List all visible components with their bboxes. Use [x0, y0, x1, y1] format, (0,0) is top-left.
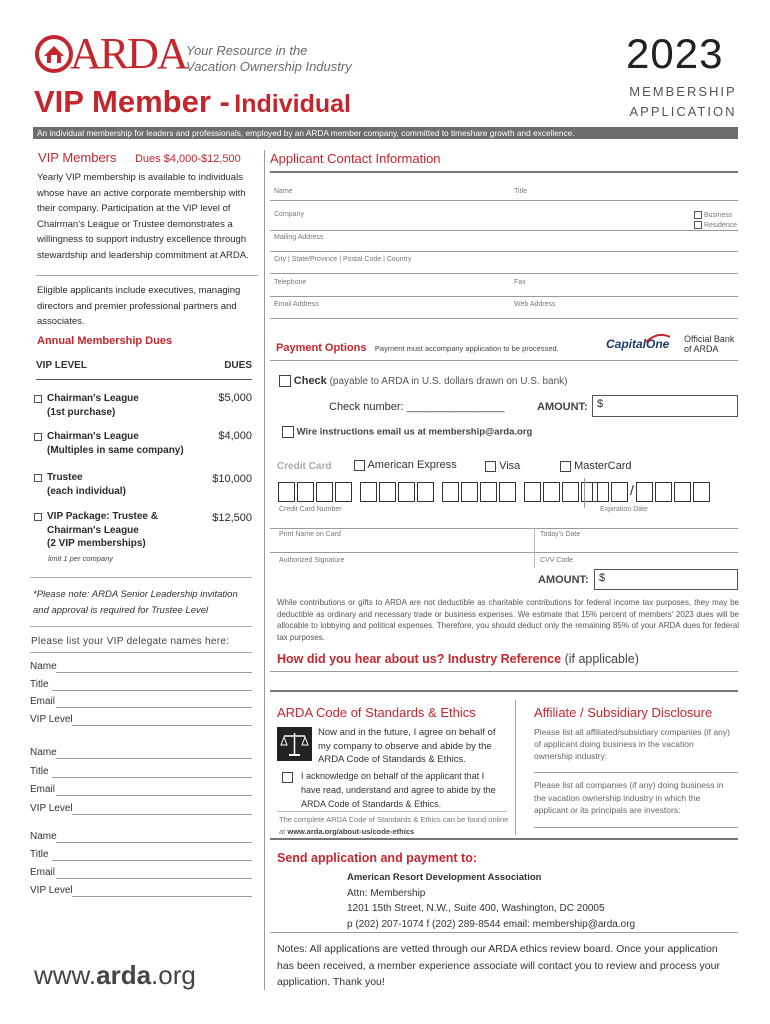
- level-detail-2: (2 VIP memberships): [47, 538, 146, 549]
- dues-row-label: [47, 471, 126, 498]
- contact-title: Applicant Contact Information: [270, 151, 441, 166]
- scales-icon: [277, 727, 312, 761]
- business-label: Business: [703, 211, 733, 219]
- trustee-checkbox[interactable]: [34, 474, 42, 482]
- closing-notes: Notes: All applications are vetted through our ARDA ethics review board. Once your application has been received, a member experience associate will contact you to review and process your application. Thank you!: [277, 943, 720, 988]
- page-title-sub: Individual: [234, 90, 351, 118]
- delegate-level-field[interactable]: [30, 803, 252, 822]
- level-detail: (each individual): [47, 485, 126, 497]
- chairmans-league-checkbox[interactable]: [34, 395, 42, 403]
- residence-option[interactable]: [694, 221, 737, 229]
- vip-members-title: VIP Members: [38, 150, 117, 165]
- row-rule: [270, 251, 738, 252]
- visa-checkbox[interactable]: [485, 461, 496, 472]
- check-label: Check: [293, 375, 327, 387]
- mailing-field[interactable]: Mailing Address: [274, 234, 324, 241]
- signature-field[interactable]: Authorized Signature: [279, 557, 345, 564]
- row-rule: [270, 273, 738, 274]
- official-bank-line-2: of ARDA: [684, 344, 719, 354]
- capital-one-wordmark: CapitalOne: [606, 337, 670, 351]
- card-number-boxes[interactable]: [278, 482, 600, 507]
- delegate-level-field[interactable]: [30, 714, 252, 732]
- business-checkbox[interactable]: [694, 211, 702, 219]
- level-name: VIP Package: Trustee &: [47, 511, 158, 522]
- field-label: Title: [30, 765, 49, 777]
- web-field[interactable]: Web Address: [514, 301, 556, 308]
- section-rule: [270, 932, 738, 933]
- divider: [30, 652, 252, 653]
- ethics-found: [279, 814, 509, 837]
- delegate-title-field[interactable]: [30, 766, 252, 785]
- delegate-name-field[interactable]: [30, 661, 252, 679]
- row-rule: [270, 528, 738, 529]
- dollar-sign: $: [599, 572, 606, 584]
- city-field[interactable]: City | State/Province | Postal Code | Country: [274, 256, 412, 263]
- field-divider: [534, 528, 535, 568]
- vip-members-heading: [38, 149, 241, 167]
- mastercard-checkbox[interactable]: [560, 461, 571, 472]
- row-rule: [270, 360, 738, 361]
- check-amount-input[interactable]: [592, 395, 738, 417]
- payment-heading: [276, 338, 559, 356]
- level-price: $12,500: [212, 512, 252, 524]
- send-address: [347, 870, 635, 932]
- application-label: [628, 82, 738, 122]
- vip-package-checkbox[interactable]: [34, 513, 42, 521]
- col-dues: DUES: [224, 360, 252, 371]
- telephone-field[interactable]: Telephone: [274, 279, 307, 286]
- payment-note: Payment must accompany application to be processed.: [374, 344, 559, 353]
- ethics-divider: [515, 700, 516, 835]
- amex-option[interactable]: [354, 459, 457, 471]
- wire-option[interactable]: [282, 426, 532, 438]
- official-bank: [684, 334, 734, 354]
- level-price: $10,000: [212, 473, 252, 485]
- delegate-email-field[interactable]: [30, 696, 252, 714]
- expiration-label: Expiration Date: [600, 506, 648, 513]
- hear-suffix: (if applicable): [564, 652, 639, 666]
- ethics-agreement-1: Now and in the future, I agree on behalf of my company to observe and abide by the ARDA Code of Standards & Ethics.: [318, 727, 496, 765]
- mastercard-label: MasterCard: [574, 460, 632, 472]
- hear-title: How did you hear about us? Industry Reference: [277, 652, 562, 666]
- name-field[interactable]: Name: [274, 188, 293, 195]
- dues-row-label: [47, 392, 139, 419]
- ethics-found-text: The complete ARDA Code of Standards & Ethics can be found online at: [279, 815, 509, 836]
- website: [34, 960, 196, 991]
- affiliate-input-1[interactable]: [534, 772, 738, 773]
- delegate-name-field[interactable]: [30, 831, 252, 849]
- divider: [36, 275, 258, 276]
- page-title-main: VIP Member -: [34, 84, 230, 119]
- amex-checkbox[interactable]: [354, 460, 365, 471]
- affiliate-title: Affiliate / Subsidiary Disclosure: [534, 705, 713, 720]
- capital-one-logo: [606, 337, 669, 351]
- delegate-group-2: [30, 747, 252, 821]
- ethics-agreement-2: I acknowledge on behalf of the applicant that I have read, understand and agree to abide by the ARDA Code of Standards & Ethics.: [301, 771, 496, 809]
- send-street: 1201 15th Street, N.W., Suite 400, Washington, DC 20005: [347, 903, 605, 914]
- fax-field[interactable]: Fax: [514, 279, 526, 286]
- ethics-title: ARDA Code of Standards & Ethics: [277, 705, 476, 720]
- send-attn: Attn: Membership: [347, 887, 426, 899]
- email-field[interactable]: Email Address: [274, 301, 319, 308]
- delegate-prompt: Please list your VIP delegate names here:: [31, 636, 230, 647]
- card-divider: [584, 478, 585, 508]
- section-rule: [270, 690, 738, 692]
- delegate-level-field[interactable]: [30, 885, 252, 903]
- level-price: $5,000: [218, 392, 252, 404]
- arda-house-icon: [34, 34, 74, 74]
- website-bold: arda: [96, 960, 152, 990]
- level-detail: (1st purchase): [47, 406, 116, 418]
- row-rule: [270, 552, 738, 553]
- eligible-text: Eligible applicants include executives, managing directors and premier professional partners and associates.: [37, 285, 241, 327]
- trustee-note: *Please note: ARDA Senior Leadership invitation and approval is required for Trustee Level: [33, 589, 238, 616]
- field-label: VIP Level: [30, 885, 73, 896]
- tagline: [186, 43, 352, 75]
- vip-dues-range: Dues $4,000-$12,500: [134, 153, 241, 165]
- contact-top-rule: [270, 171, 738, 173]
- application-label-1: MEMBERSHIP: [629, 84, 737, 99]
- send-org: American Resort Development Association: [347, 872, 542, 883]
- mastercard-option[interactable]: [560, 460, 632, 472]
- send-title: Send application and payment to:: [277, 851, 478, 865]
- divider: [30, 577, 252, 578]
- delegate-group-3: [30, 831, 252, 903]
- affiliate-prompt-2: Please list all companies (if any) doing business in the vacation ownership industry in which the applicant or its principals are investors:: [534, 780, 724, 815]
- wire-label: Wire instructions email us at membership@arda.org: [296, 426, 533, 438]
- hear-rule[interactable]: [270, 671, 738, 672]
- website-prefix: www.: [34, 960, 97, 990]
- row-rule: [270, 230, 738, 231]
- check-number[interactable]: Check number: ________________: [329, 401, 505, 413]
- vip-description: Yearly VIP membership is available to individuals whose have an active corporate membership with their company. Participation at the VIP level of Chairman’s League or Trustee demonstrates a willingness to support industry excellence through stewardship and leadership commitment at ARDA.: [37, 172, 249, 261]
- dues-row-label: [47, 510, 158, 551]
- field-label: Title: [30, 678, 49, 690]
- divider: [277, 811, 507, 812]
- field-label: Email: [30, 784, 56, 795]
- hear-heading: [277, 652, 639, 666]
- expiration-boxes[interactable]: /: [592, 482, 712, 507]
- payment-title: Payment Options: [276, 342, 367, 354]
- tagline-line-2: Vacation Ownership Industry: [186, 59, 352, 74]
- residence-checkbox[interactable]: [694, 221, 702, 229]
- credit-card-label: Credit Card: [277, 461, 332, 472]
- capital-one-swoosh-icon: [646, 333, 670, 343]
- row-rule: [270, 318, 738, 319]
- cc-amount-label: AMOUNT:: [538, 574, 589, 586]
- print-name-field[interactable]: Print Name on Card: [279, 531, 341, 538]
- company-field[interactable]: Company: [274, 211, 304, 218]
- delegate-title-field[interactable]: [30, 679, 252, 697]
- banner: [33, 127, 738, 139]
- check-detail: (payable to ARDA in U.S. dollars drawn on U.S. bank): [329, 376, 568, 387]
- business-option[interactable]: [694, 211, 732, 219]
- col-vip-level: VIP LEVEL: [36, 360, 87, 371]
- amount-label: AMOUNT:: [537, 401, 588, 413]
- row-rule: [270, 296, 738, 297]
- cc-amount-input[interactable]: [594, 569, 738, 590]
- level-name: Chairman's League: [47, 393, 139, 404]
- tagline-line-1: Your Resource in the: [186, 43, 308, 58]
- dues-row-label: [47, 430, 184, 457]
- check-checkbox[interactable]: [279, 375, 291, 387]
- arda-logo: [34, 29, 187, 78]
- ethics-checkbox[interactable]: [282, 772, 293, 783]
- chairmans-league-multiple-checkbox[interactable]: [34, 433, 42, 441]
- send-phone: p (202) 207-1074 f (202) 289-8544 email: membership@arda.org: [347, 918, 636, 930]
- field-label: Title: [30, 849, 49, 860]
- annual-dues-title: Annual Membership Dues: [37, 335, 173, 347]
- level-detail: Chairman's League: [47, 524, 139, 536]
- check-option[interactable]: [279, 375, 568, 387]
- divider: [30, 626, 252, 627]
- visa-option[interactable]: [485, 460, 520, 472]
- delegate-title-field[interactable]: [30, 849, 252, 867]
- dues-table-header: [36, 360, 252, 380]
- field-label: Name: [30, 661, 57, 672]
- field-label: Email: [30, 696, 56, 707]
- field-label: Email: [30, 867, 56, 878]
- delegate-name-field[interactable]: [30, 747, 252, 766]
- logo-wordmark: ARDA: [70, 29, 187, 78]
- wire-checkbox[interactable]: [282, 426, 294, 438]
- level-name: Chairman's League: [47, 431, 139, 442]
- field-label: VIP Level: [30, 713, 73, 725]
- year: 2023: [626, 30, 724, 77]
- column-divider: [264, 150, 265, 990]
- field-label: VIP Level: [30, 802, 73, 814]
- cc-number-label: Credit Card Number: [279, 506, 342, 513]
- field-label: Name: [30, 831, 57, 842]
- official-bank-line-1: Official Bank: [684, 334, 735, 344]
- today-date-field[interactable]: Today's Date: [540, 531, 581, 538]
- tax-disclaimer: While contributions or gifts to ARDA are not deductible as charitable contributions for federal income tax purposes, they may be deductible as ordinary and necessary trade or business expenses. We estimate that 15% percent of members' 2023 dues will be allocable to lobbying and political expenses. Therefore, you should deduct only the remaining 85% of your ARDA dues for federal tax purposes.: [277, 598, 739, 642]
- website-suffix: .org: [151, 960, 196, 990]
- field-label: Name: [30, 747, 57, 758]
- visa-label: Visa: [499, 460, 521, 472]
- delegate-group-1: [30, 661, 252, 731]
- affiliate-input-2[interactable]: [534, 827, 738, 828]
- row-rule: [270, 200, 738, 201]
- ethics-link[interactable]: www.arda.org/about-us/code-ethics: [287, 826, 415, 836]
- page-title: [34, 84, 351, 120]
- section-rule: [270, 838, 738, 840]
- level-detail: (Multiples in same company): [47, 444, 184, 456]
- level-name: Trustee: [47, 472, 83, 483]
- limit-note: limit 1 per company: [48, 554, 114, 563]
- cvv-field[interactable]: CVV Code: [540, 557, 574, 564]
- affiliate-prompt-1: Please list all affiliated/subsidiary companies (if any) of applicant doing business in the vacation ownership industry:: [534, 727, 730, 761]
- dollar-sign: $: [597, 398, 604, 410]
- title-field[interactable]: Title: [514, 188, 527, 195]
- delegate-email-field[interactable]: [30, 867, 252, 885]
- delegate-email-field[interactable]: [30, 784, 252, 803]
- banner-text: An individual membership for leaders and professionals, employed by an ARDA member company, committed to timeshare growth and excellence.: [37, 128, 575, 138]
- level-price: $4,000: [218, 430, 252, 442]
- application-label-2: APPLICATION: [629, 104, 737, 119]
- amex-label: American Express: [367, 459, 457, 471]
- residence-label: Residence: [703, 221, 738, 229]
